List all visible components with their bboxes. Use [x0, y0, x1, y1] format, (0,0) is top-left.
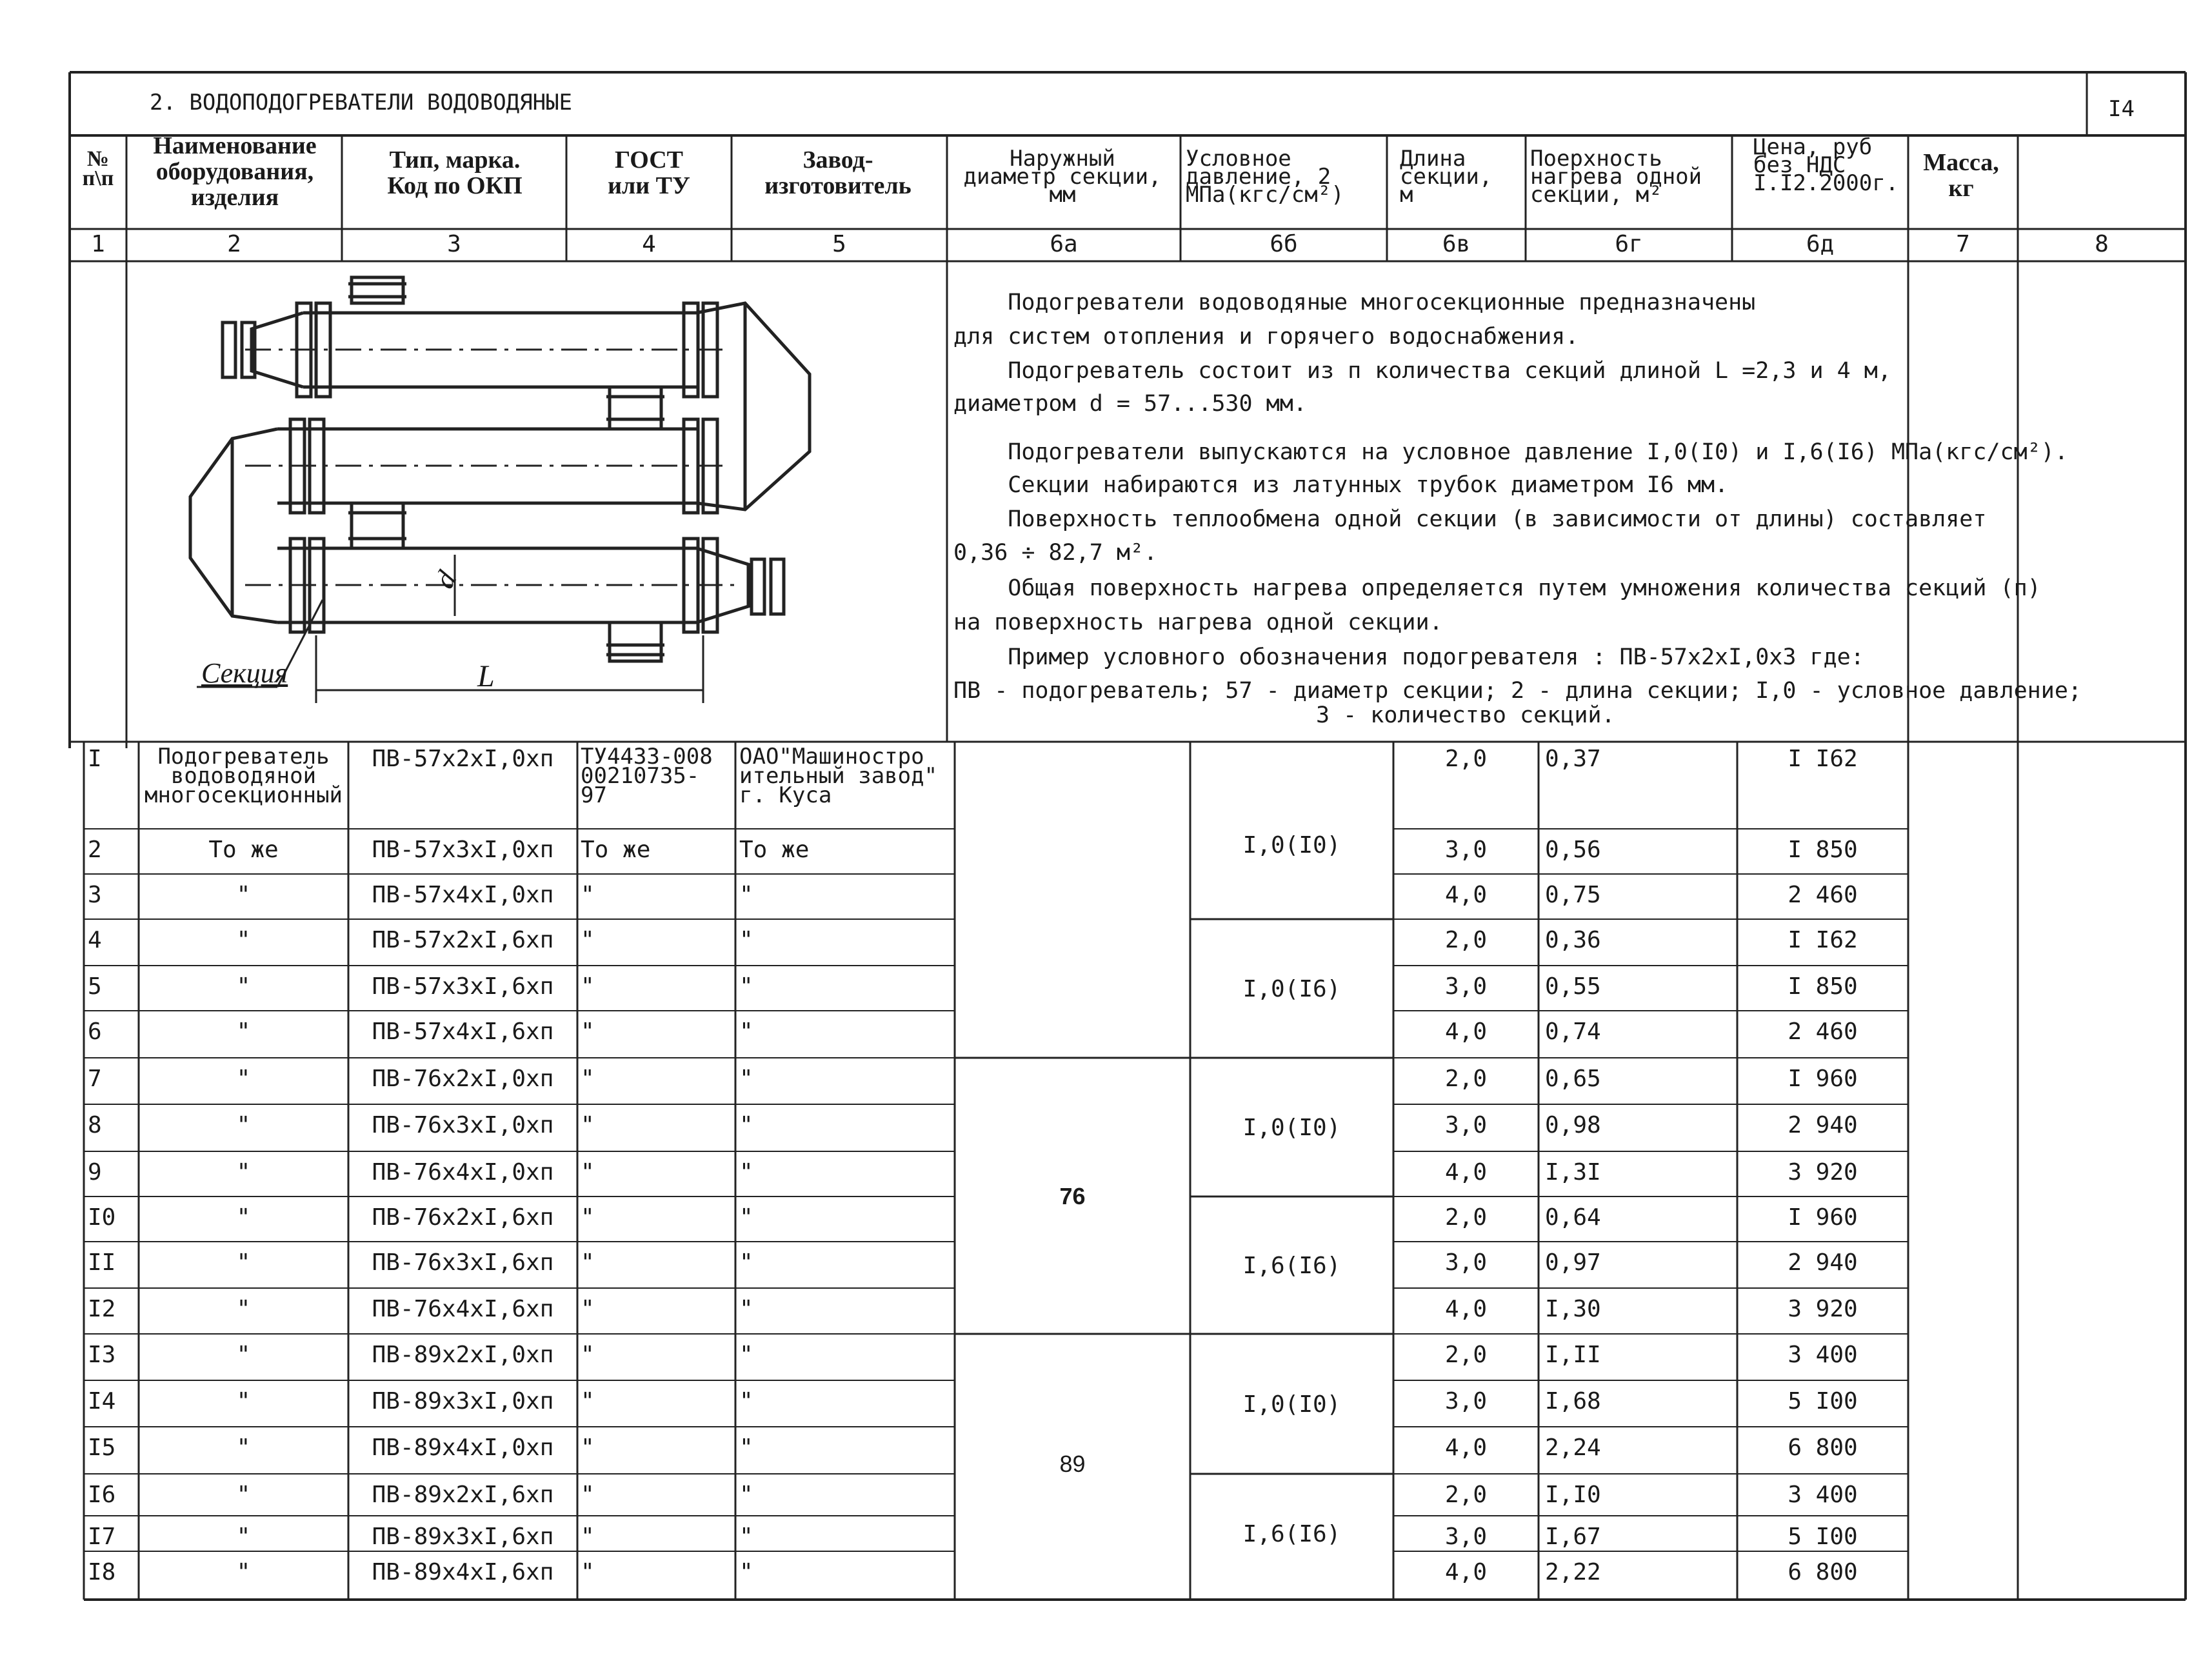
row-name: " — [236, 1524, 251, 1550]
row-gost: " — [581, 1482, 595, 1508]
row-gost: " — [581, 1388, 595, 1415]
row-price: 3 920 — [1788, 1159, 1858, 1186]
diameter-group-value: 76 — [1059, 1183, 1086, 1209]
column-number: 6а — [1050, 231, 1078, 257]
row-price: I I62 — [1788, 746, 1858, 772]
row-number: I8 — [88, 1559, 116, 1585]
row-surface: 0,65 — [1545, 1066, 1601, 1092]
row-price: 2 460 — [1788, 882, 1858, 908]
section-title: 2. ВОДОПОДОГРЕВАТЕЛИ ВОДОВОДЯНЫЕ — [150, 90, 573, 115]
row-name: " — [236, 1342, 251, 1368]
row-name: " — [236, 927, 251, 953]
header-length: Длина секции, м — [1400, 146, 1493, 208]
row-number: 2 — [88, 837, 102, 863]
row-gost: " — [581, 882, 595, 908]
diameter-group-value: 89 — [1059, 1451, 1086, 1477]
row-name: Подогреватель водоводяной многосекционный — [144, 744, 343, 808]
pressure-group-value: I,0(I0) — [1242, 1391, 1341, 1418]
row-gost: " — [581, 1112, 595, 1138]
row-type: ПВ-57х4хI,6хп — [372, 1018, 554, 1045]
row-price: 3 400 — [1788, 1342, 1858, 1368]
row-name: " — [236, 1296, 251, 1322]
header-gost: ГОСТ или ТУ — [608, 146, 690, 199]
row-length: 4,0 — [1444, 1435, 1488, 1461]
row-price: 3 400 — [1788, 1482, 1858, 1508]
row-surface: I,I0 — [1545, 1482, 1601, 1508]
description-line: Пример условного обозначения подогревателя : ПВ-57х2хI,0х3 где: — [953, 644, 1864, 670]
row-maker: " — [739, 1159, 753, 1186]
row-maker: " — [739, 1296, 753, 1322]
row-price: 6 800 — [1788, 1435, 1858, 1461]
row-length: 2,0 — [1444, 1204, 1488, 1231]
row-length: 2,0 — [1444, 1482, 1488, 1508]
row-number: I7 — [88, 1524, 116, 1550]
row-surface: 0,55 — [1545, 973, 1601, 1000]
row-gost: " — [581, 1159, 595, 1186]
page-number: I4 — [2108, 96, 2135, 122]
row-gost: " — [581, 1435, 595, 1461]
row-name: " — [236, 1066, 251, 1092]
row-surface: 0,36 — [1545, 927, 1601, 953]
row-type: ПВ-89х2хI,0хп — [372, 1342, 554, 1368]
column-number: 6д — [1806, 231, 1835, 257]
row-maker: " — [739, 1524, 753, 1550]
row-length: 3,0 — [1444, 973, 1488, 1000]
row-name: " — [236, 1112, 251, 1138]
row-gost: " — [581, 973, 595, 1000]
description-line: 0,36 ÷ 82,7 м². — [953, 540, 1158, 566]
row-type: ПВ-89х3хI,0хп — [372, 1388, 554, 1415]
description-line: на поверхность нагрева одной секции. — [953, 610, 1443, 635]
row-number: 4 — [88, 927, 102, 953]
row-price: 3 920 — [1788, 1296, 1858, 1322]
column-number: 1 — [91, 231, 105, 257]
row-surface: 0,75 — [1545, 882, 1601, 908]
row-number: I — [88, 746, 102, 772]
row-surface: I,3I — [1545, 1159, 1601, 1186]
row-number: I5 — [88, 1435, 116, 1461]
column-number: 8 — [2095, 231, 2109, 257]
row-type: ПВ-57х4хI,0хп — [372, 882, 554, 908]
header-mass: Масса, кг — [1923, 149, 1999, 202]
row-length: 4,0 — [1444, 1018, 1488, 1045]
diameter-symbol: d — [428, 565, 463, 594]
row-gost: " — [581, 1524, 595, 1550]
row-type: ПВ-76х2хI,6хп — [372, 1204, 554, 1231]
row-surface: 0,64 — [1545, 1204, 1601, 1231]
row-name: " — [236, 1482, 251, 1508]
row-number: II — [88, 1249, 116, 1276]
row-name: То же — [208, 837, 279, 863]
row-name: " — [236, 1018, 251, 1045]
row-number: 6 — [88, 1018, 102, 1045]
row-length: 4,0 — [1444, 1296, 1488, 1322]
row-maker: " — [739, 973, 753, 1000]
row-length: 2,0 — [1444, 927, 1488, 953]
row-maker: " — [739, 927, 753, 953]
description-line: 3 - количество секций. — [1316, 702, 1615, 728]
header-type: Тип, марка. Код по ОКП — [387, 146, 523, 199]
row-gost: " — [581, 1342, 595, 1368]
row-surface: 2,24 — [1545, 1435, 1601, 1461]
row-length: 3,0 — [1444, 837, 1488, 863]
description-line: диаметром d = 57...530 мм. — [953, 391, 1307, 417]
row-number: 3 — [88, 882, 102, 908]
header-name: Наименование оборудования, изделия — [153, 132, 317, 211]
column-number: 6в — [1442, 231, 1471, 257]
row-gost: " — [581, 1296, 595, 1322]
row-name: " — [236, 1435, 251, 1461]
header-price: Цена, руб без НДС I.I2.2000г. — [1753, 134, 1899, 196]
row-price: I I62 — [1788, 927, 1858, 953]
row-name: " — [236, 1388, 251, 1415]
row-number: 5 — [88, 973, 102, 1000]
header-maker: Завод- изготовитель — [764, 146, 912, 199]
row-length: 2,0 — [1444, 746, 1488, 772]
description-line: Общая поверхность нагрева определяется путем умножения количества секций (п) — [953, 575, 2041, 601]
description-line: ПВ - подогреватель; 57 - диаметр секции; 2 - длина секции; I,0 - условное давление; — [953, 678, 2082, 704]
header-num: № п\п — [82, 147, 114, 190]
row-maker: " — [739, 1066, 753, 1092]
column-number: 7 — [1956, 231, 1970, 257]
description-line: Подогреватели выпускаются на условное давление I,0(I0) и I,6(I6) МПа(кгс/см²). — [953, 439, 2068, 465]
row-type: ПВ-57х3хI,6хп — [372, 973, 554, 1000]
description-line: для систем отопления и горячего водоснабжения. — [953, 324, 1579, 350]
row-maker: " — [739, 1388, 753, 1415]
row-price: I 850 — [1788, 837, 1858, 863]
column-number: 5 — [832, 231, 846, 257]
row-type: ПВ-89х3хI,6хп — [372, 1524, 554, 1550]
description-line: Подогреватели водоводяные многосекционные предназначены — [953, 290, 1756, 315]
pressure-group-value: I,0(I0) — [1242, 832, 1341, 859]
row-type: ПВ-76х4хI,0хп — [372, 1159, 554, 1186]
row-type: ПВ-76х3хI,0хп — [372, 1112, 554, 1138]
row-maker: " — [739, 1112, 753, 1138]
row-maker: " — [739, 882, 753, 908]
row-type: ПВ-89х2хI,6хп — [372, 1482, 554, 1508]
row-price: 2 460 — [1788, 1018, 1858, 1045]
row-surface: I,30 — [1545, 1296, 1601, 1322]
row-length: 4,0 — [1444, 1159, 1488, 1186]
row-maker: " — [739, 1018, 753, 1045]
row-surface: 0,98 — [1545, 1112, 1601, 1138]
row-maker: ОАО"Машиностро ительный завод" г. Куса — [739, 744, 938, 808]
row-type: ПВ-76х3хI,6хп — [372, 1249, 554, 1276]
row-price: I 850 — [1788, 973, 1858, 1000]
row-type: ПВ-76х2хI,0хп — [372, 1066, 554, 1092]
row-length: 3,0 — [1444, 1112, 1488, 1138]
row-surface: 2,22 — [1545, 1559, 1601, 1585]
row-maker: " — [739, 1435, 753, 1461]
column-number: 3 — [447, 231, 461, 257]
row-number: I2 — [88, 1296, 116, 1322]
row-type: ПВ-57х2хI,0хп — [372, 746, 554, 772]
row-gost: " — [581, 1018, 595, 1045]
row-name: " — [236, 973, 251, 1000]
row-name: " — [236, 882, 251, 908]
row-number: I6 — [88, 1482, 116, 1508]
header-pressure: Условное давление, 2 МПа(кгс/см²) — [1186, 146, 1344, 208]
row-type: ПВ-89х4хI,0хп — [372, 1435, 554, 1461]
column-number: 6г — [1615, 231, 1643, 257]
section-label: Секция — [201, 657, 288, 689]
heater-schematic — [190, 277, 810, 703]
row-gost: " — [581, 927, 595, 953]
row-surface: 0,74 — [1545, 1018, 1601, 1045]
row-gost: " — [581, 1066, 595, 1092]
row-number: I0 — [88, 1204, 116, 1231]
row-number: 9 — [88, 1159, 102, 1186]
pressure-group-value: I,0(I0) — [1242, 1115, 1341, 1141]
row-maker: " — [739, 1559, 753, 1585]
row-name: " — [236, 1249, 251, 1276]
row-length: 4,0 — [1444, 1559, 1488, 1585]
row-surface: 0,56 — [1545, 837, 1601, 863]
row-price: I 960 — [1788, 1204, 1858, 1231]
row-maker: " — [739, 1204, 753, 1231]
row-type: ПВ-57х3хI,0хп — [372, 837, 554, 863]
row-surface: I,II — [1545, 1342, 1601, 1368]
row-type: ПВ-57х2хI,6хп — [372, 927, 554, 953]
row-name: " — [236, 1204, 251, 1231]
pressure-group-value: I,0(I6) — [1242, 976, 1341, 1002]
row-name: " — [236, 1559, 251, 1585]
row-gost: ТУ4433-008 00210735- 97 — [581, 744, 713, 808]
row-gost: " — [581, 1249, 595, 1276]
row-gost: То же — [581, 837, 651, 863]
row-number: I4 — [88, 1388, 116, 1415]
header-surface: Поерхность нагрева одной секции, м² — [1530, 146, 1702, 208]
row-length: 3,0 — [1444, 1388, 1488, 1415]
row-surface: I,68 — [1545, 1388, 1601, 1415]
row-number: I3 — [88, 1342, 116, 1368]
row-length: 3,0 — [1444, 1249, 1488, 1276]
column-number: 2 — [227, 231, 241, 257]
row-length: 4,0 — [1444, 882, 1488, 908]
row-maker: " — [739, 1482, 753, 1508]
row-surface: 0,37 — [1545, 746, 1601, 772]
description-line: Подогреватель состоит из п количества секций длиной L =2,3 и 4 м, — [953, 358, 1891, 384]
row-surface: 0,97 — [1545, 1249, 1601, 1276]
row-price: I 960 — [1788, 1066, 1858, 1092]
length-symbol: L — [477, 659, 495, 693]
header-diameter: Наружный диаметр секции, мм — [963, 146, 1162, 208]
row-name: " — [236, 1159, 251, 1186]
row-type: ПВ-76х4хI,6хп — [372, 1296, 554, 1322]
row-number: 8 — [88, 1112, 102, 1138]
column-number: 6б — [1270, 231, 1298, 257]
description-line: Секции набираются из латунных трубок диаметром I6 мм. — [953, 472, 1729, 498]
row-surface: I,67 — [1545, 1524, 1601, 1550]
row-price: 6 800 — [1788, 1559, 1858, 1585]
row-maker: " — [739, 1249, 753, 1276]
pressure-group-value: I,6(I6) — [1242, 1253, 1341, 1279]
row-type: ПВ-89х4хI,6хп — [372, 1559, 554, 1585]
row-number: 7 — [88, 1066, 102, 1092]
row-price: 5 I00 — [1788, 1388, 1858, 1415]
row-price: 2 940 — [1788, 1249, 1858, 1276]
row-maker: " — [739, 1342, 753, 1368]
row-price: 5 I00 — [1788, 1524, 1858, 1550]
column-number: 4 — [642, 231, 656, 257]
description-line: Поверхность теплообмена одной секции (в зависимости от длины) составляет — [953, 506, 1987, 532]
row-price: 2 940 — [1788, 1112, 1858, 1138]
row-maker: То же — [739, 837, 810, 863]
pressure-group-value: I,6(I6) — [1242, 1521, 1341, 1547]
row-length: 2,0 — [1444, 1342, 1488, 1368]
row-gost: " — [581, 1204, 595, 1231]
row-gost: " — [581, 1559, 595, 1585]
row-length: 2,0 — [1444, 1066, 1488, 1092]
row-length: 3,0 — [1444, 1524, 1488, 1550]
